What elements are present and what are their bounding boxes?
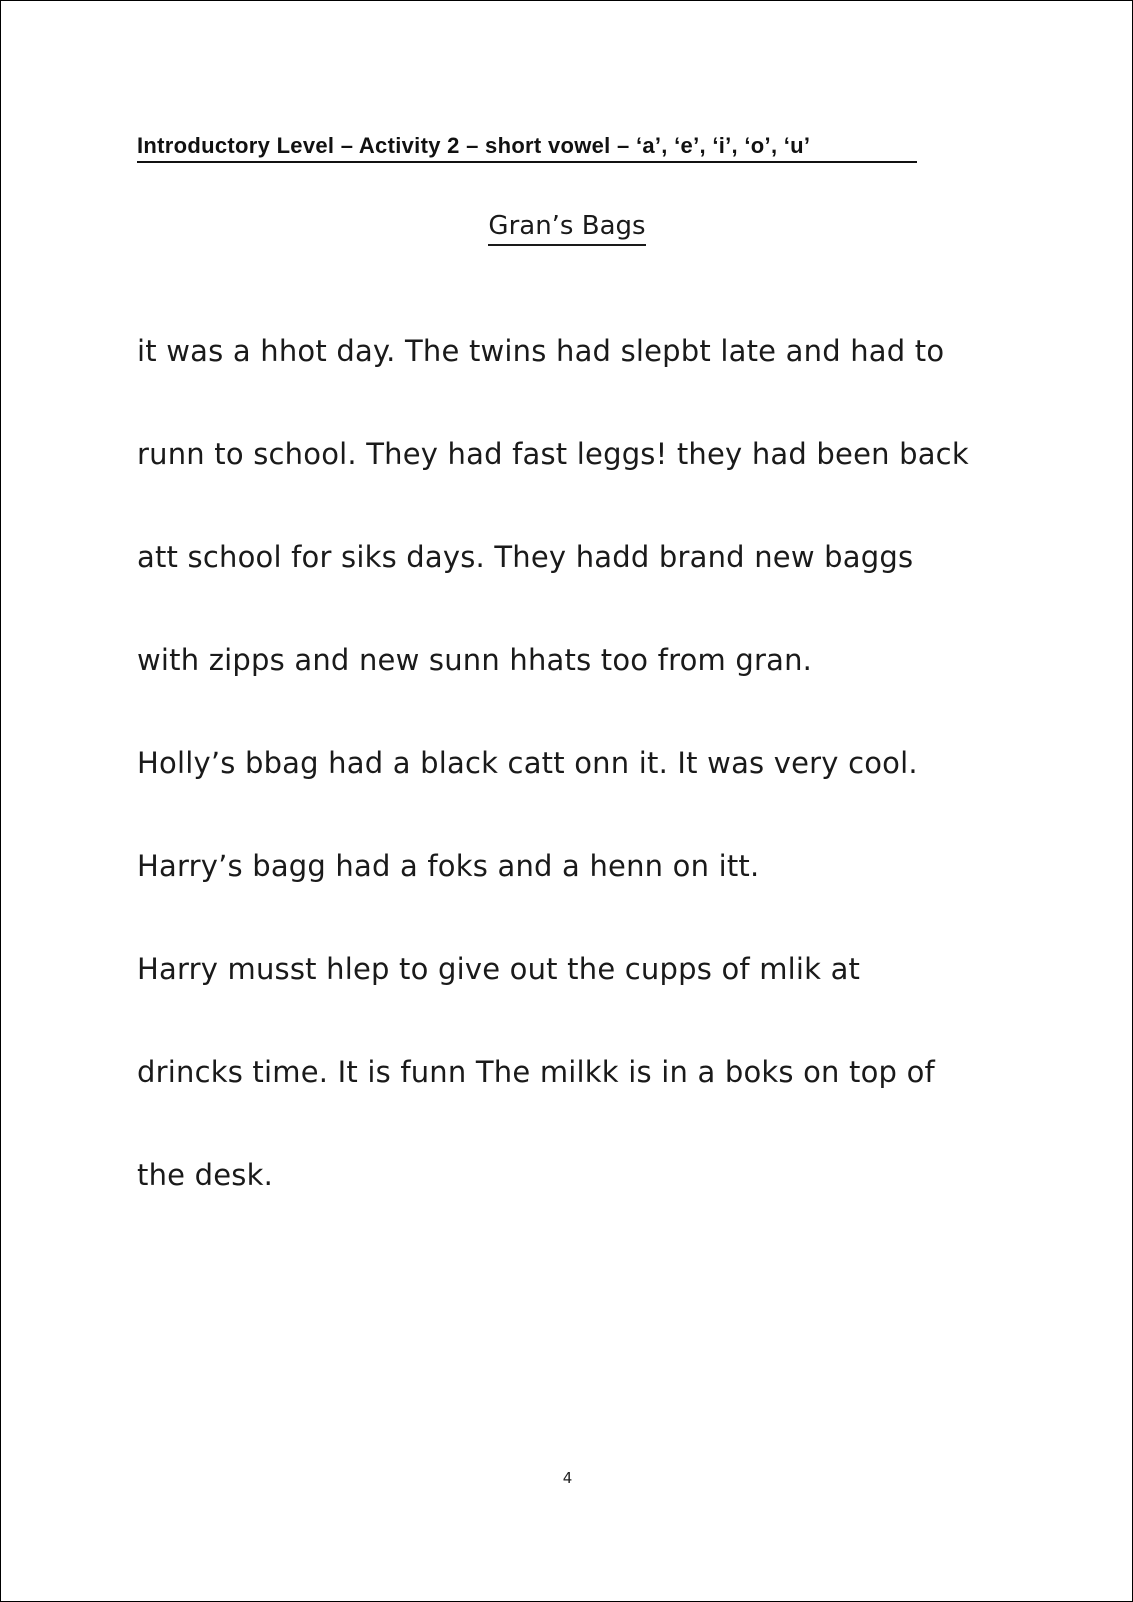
story-line: runn to school. They had fast leggs! they had been back [137,437,969,471]
story-title: Gran’s Bags [488,211,645,246]
story-title-container [1,211,1133,246]
story-line: drincks time. It is funn The milkk is in a boks on top of [137,1055,935,1089]
story-line: att school for siks days. They hadd brand new baggs [137,540,914,574]
activity-heading: Introductory Level – Activity 2 – short vowel – ‘a’, ‘e’, ‘i’, ‘o’, ‘u’ [137,133,917,163]
story-line: Harry musst hlep to give out the cupps of mlik at [137,952,861,986]
page-number: 4 [562,1469,573,1487]
story-text [137,331,1037,1258]
story-line: the desk. [137,1158,273,1192]
story-line: Holly’s bbag had a black catt onn it. It was very cool. [137,746,918,780]
story-line: it was a hhot day. The twins had slepbt late and had to [137,334,945,368]
story-line: Harry’s bagg had a foks and a henn on itt. [137,849,760,883]
story-line: with zipps and new sunn hhats too from gran. [137,643,813,677]
